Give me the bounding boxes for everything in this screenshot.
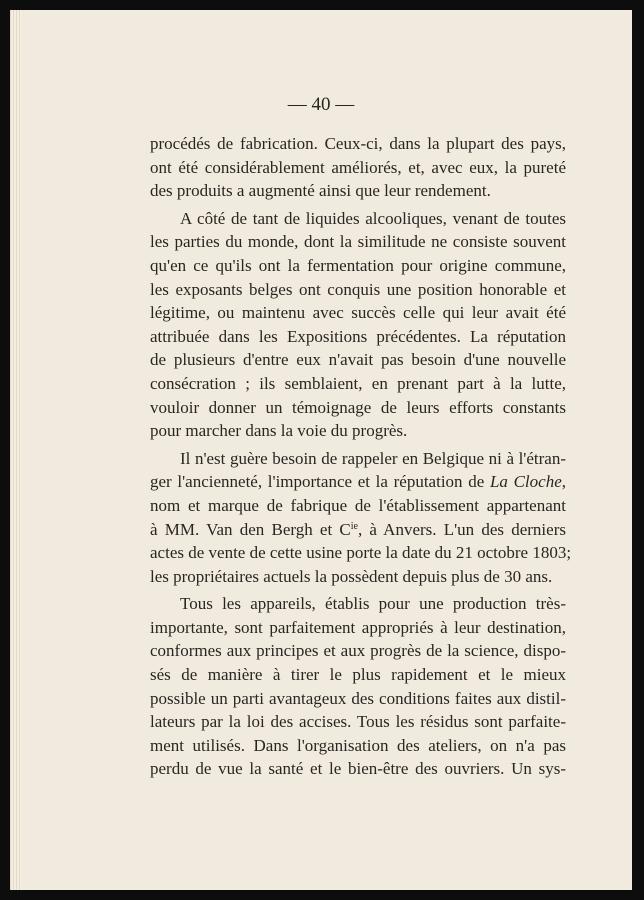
text-segment: ger l'ancienneté, l'importance et la réputation de	[150, 472, 490, 492]
text-line: les exposants belges ont conquis une position honorable et	[150, 279, 566, 299]
paragraph	[150, 447, 572, 589]
text-line: les parties du monde, dont la similitude ne consiste souvent	[150, 232, 566, 252]
paragraph	[150, 207, 566, 443]
text-line	[150, 518, 566, 542]
paragraph	[150, 592, 566, 781]
text-line: actes de vente de cette usine porte la date du 21 octobre 1803;	[150, 543, 572, 563]
text-line: qu'en ce qu'ils ont la fermentation pour origine commune,	[150, 255, 566, 275]
text-line: A côté de tant de liquides alcooliques, venant de toutes	[180, 208, 566, 228]
text-line: possible un parti avantageux des conditions faites aux distil-	[150, 688, 566, 708]
text-segment: à MM. Van den Bergh et C	[150, 519, 351, 539]
text-segment: ,	[561, 472, 566, 492]
text-line	[150, 470, 566, 494]
text-line: Tous les appareils, établis pour une production très-	[180, 594, 566, 614]
page-body	[150, 132, 572, 781]
text-line: procédés de fabrication. Ceux-ci, dans la plupart des pays,	[150, 134, 566, 153]
text-line: des produits a augmenté ainsi que leur rendement.	[150, 181, 491, 201]
brand-name: La Cloche	[489, 472, 562, 492]
text-line: les propriétaires actuels la possèdent depuis plus de 30 ans.	[150, 566, 553, 586]
text-line: lateurs par la loi des accises. Tous les résidus sont parfaite-	[150, 712, 566, 732]
superscript: ie	[350, 520, 358, 532]
text-line: attribuée dans les Expositions précédentes. La réputation	[150, 326, 566, 346]
text-line: importante, sont parfaitement appropriés à leur destination,	[150, 617, 566, 637]
text-line: vouloir donner un témoignage de leurs efforts constants	[150, 397, 566, 417]
text-line: ment utilisés. Dans l'organisation des ateliers, on n'a pas	[150, 735, 566, 755]
page-number: — 40 —	[287, 94, 355, 115]
text-line: pour marcher dans la voie du progrès.	[150, 421, 408, 441]
text-line: Il n'est guère besoin de rappeler en Belgique ni à l'étran-	[180, 448, 566, 468]
text-segment: , à Anvers. L'un des derniers	[357, 519, 566, 539]
text-line: légitime, ou maintenu avec succès celle qui leur avait été	[150, 303, 566, 323]
text-line: conformes aux principes et aux progrès de la science, dispo-	[150, 641, 566, 661]
book-page	[10, 10, 632, 890]
text-line: ont été considérablement améliorés, et, avec eux, la pureté	[150, 157, 566, 177]
paragraph	[150, 132, 566, 203]
text-line: nom et marque de fabrique de l'établissement appartenant	[150, 495, 566, 515]
page-edge	[10, 10, 22, 890]
text-line: de plusieurs d'entre eux n'avait pas besoin d'une nouvelle	[150, 350, 566, 370]
text-line: consécration ; ils semblaient, en prenant part à la lutte,	[150, 373, 566, 393]
text-line: sés de manière à tirer le plus rapidement et le mieux	[150, 665, 566, 685]
text-line: perdu de vue la santé et le bien-être des ouvriers. Un sys-	[150, 759, 566, 779]
